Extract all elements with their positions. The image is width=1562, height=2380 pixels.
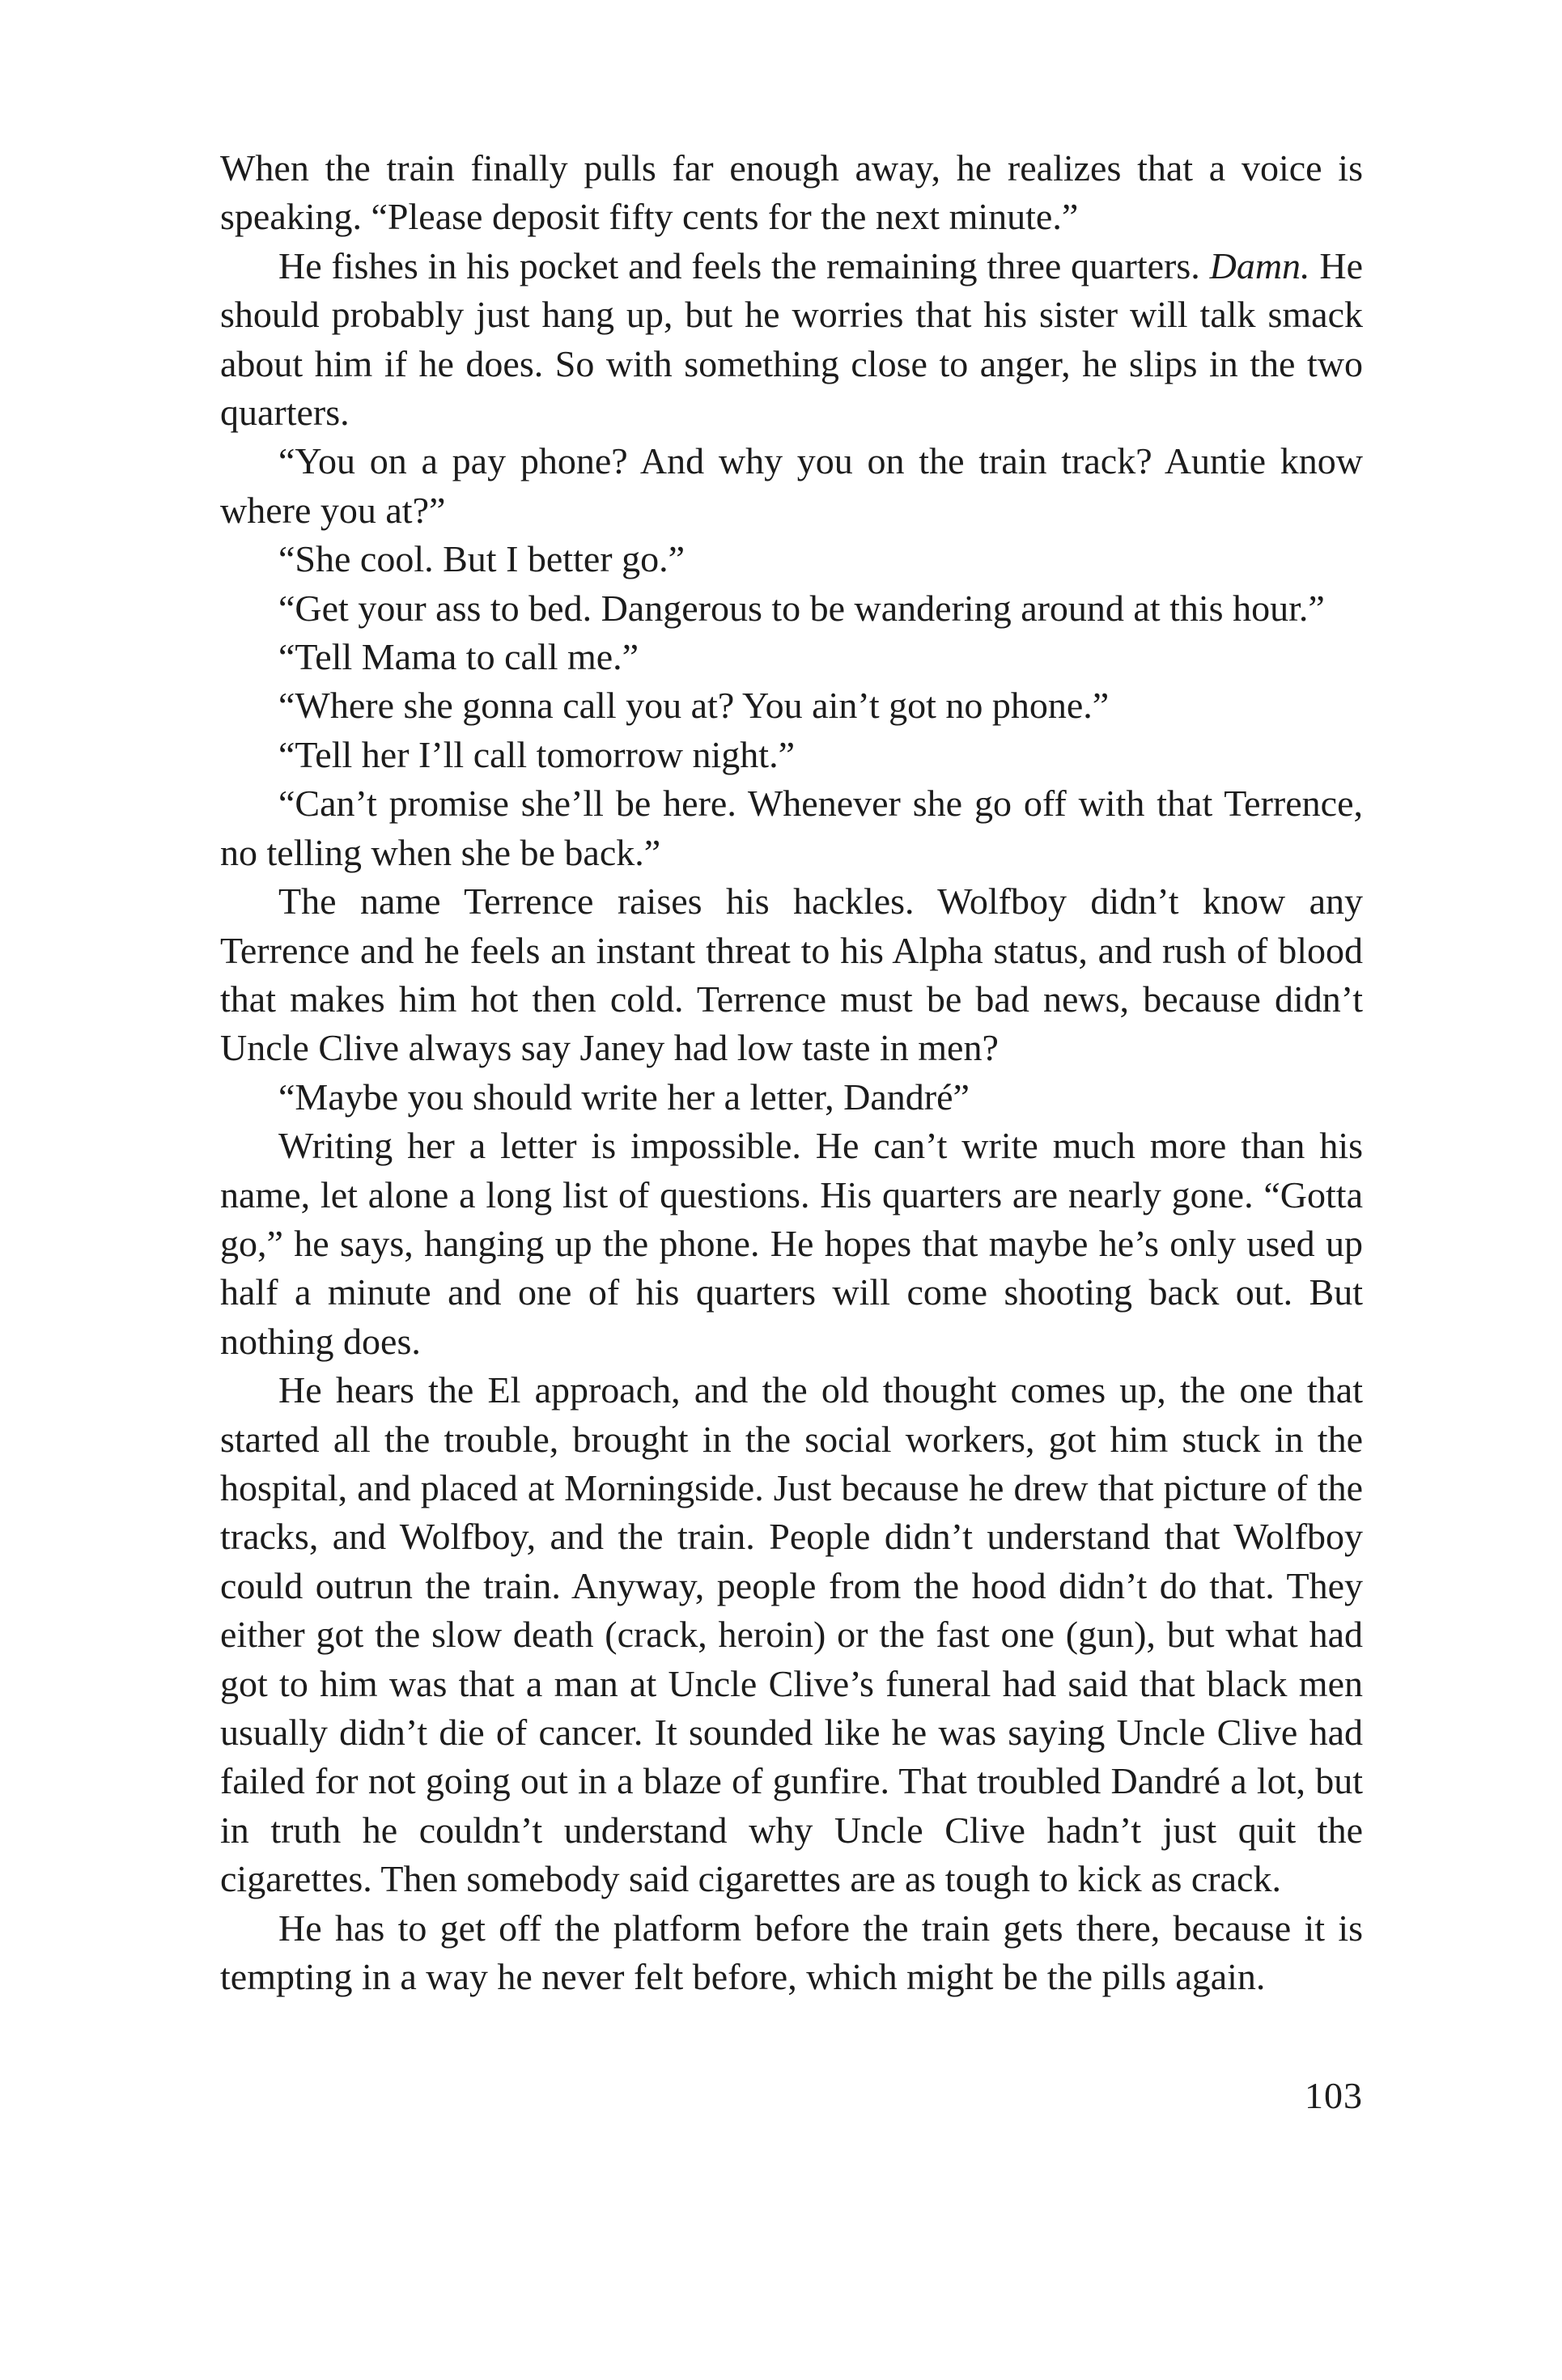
paragraph-12: Writing her a letter is impossible. He can’t write much more than his name, let alone a long list of questions. His quarters are nearly gone. “Gotta go,” he says, hanging up the phone. He hopes that maybe he’s only used up half a minute and one of his quarters will come shooting back out. But nothing does. — [220, 1125, 1363, 1362]
paragraph-10: The name Terrence raises his hackles. Wolfboy didn’t know any Terrence and he feels an instant threat to his Alpha status, and rush of blood that makes him hot then cold. Terrence must be bad news, because didn’t Uncle Clive always say Janey had low taste in men? — [220, 880, 1363, 1069]
paragraph-9: “Can’t promise she’ll be here. Whenever she go off with that Terrence, no telling when she be back.” — [220, 783, 1363, 873]
paragraph-1: When the train finally pulls far enough away, he realizes that a voice is speaking. “Please deposit fifty cents for the next minute.” — [220, 147, 1363, 238]
paragraph-13: He hears the El approach, and the old thought comes up, the one that started all the trouble, brought in the social workers, got him stuck in the hospital, and placed at Morningside. Just because he drew that picture of the tracks, and Wolfboy, and the train. People didn’t understand that Wolfboy could outrun the train. Anyway, people from the hood didn’t do that. They either got the slow death (crack, heroin) or the fast one (gun), but what had got to him was that a man at Uncle Clive’s funeral had said that black men usually didn’t die of cancer. It sounded like he was saying Uncle Clive had failed for not going out in a blaze of gunfire. That troubled Dandré a lot, but in truth he couldn’t understand why Uncle Clive hadn’t just quit the cigarettes. Then somebody said cigarettes are as tough to kick as crack. — [220, 1369, 1363, 1900]
paragraph-8: “Tell her I’ll call tomorrow night.” — [278, 733, 796, 775]
paragraph-14: He has to get off the platform before the train gets there, because it is tempting in a way he never felt before, which might be the pills again. — [220, 1907, 1363, 1998]
paragraph-5: “Get your ass to bed. Dangerous to be wandering around at this hour.” — [278, 587, 1325, 629]
paragraph-2-emphasis: Damn. — [1209, 244, 1310, 286]
paragraph-7: “Where she gonna call you at? You ain’t got no phone.” — [278, 685, 1110, 727]
paragraph-2-start: He fishes in his pocket and feels the remaining three quarters. — [278, 244, 1210, 286]
paragraph-3: “You on a pay phone? And why you on the train track? Auntie know where you at?” — [220, 440, 1363, 531]
page-number: 103 — [1305, 2075, 1363, 2116]
body-text — [220, 144, 1363, 2001]
paragraph-2 — [220, 242, 1363, 438]
paragraph-11: “Maybe you should write her a letter, Dandré” — [278, 1075, 970, 1118]
paragraph-4: “She cool. But I better go.” — [278, 538, 685, 580]
paragraph-2-end: He should probably just hang up, but he worries that his sister will talk smack about him if he does. So with something close to anger, he slips in the two quarters. — [220, 244, 1364, 434]
paragraph-6: “Tell Mama to call me.” — [278, 636, 639, 678]
